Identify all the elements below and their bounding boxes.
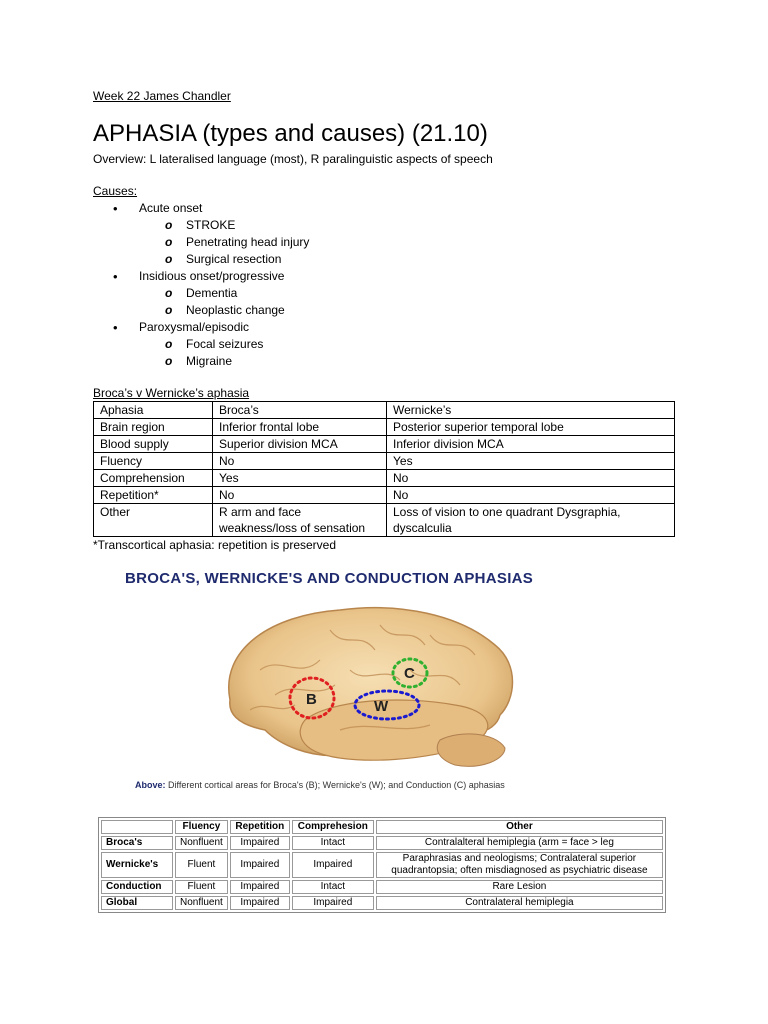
- table-cell: Contralalteral hemiplegia (arm = face > leg: [376, 836, 663, 850]
- conduction-label: C: [404, 665, 415, 682]
- table-cell: Nonfluent: [175, 836, 228, 850]
- table-cell: Brain region: [94, 419, 213, 436]
- table-cell: Intact: [292, 880, 374, 894]
- figure-caption-lead: Above:: [135, 780, 166, 790]
- table-cell: Impaired: [230, 880, 290, 894]
- circle-bullet-icon: o: [165, 337, 173, 351]
- circle-bullet-icon: o: [165, 235, 173, 249]
- table-cell: Paraphrasias and neologisms; Contralateral superior quadrantopsia; often misdiagnosed as psychiatric disease: [376, 852, 663, 878]
- table-row: [101, 836, 663, 850]
- table-cell: Broca's: [101, 836, 173, 850]
- table-row: [94, 436, 675, 453]
- table-cell: No: [387, 470, 675, 487]
- table-cell: Broca’s: [213, 402, 387, 419]
- table-cell: Impaired: [230, 896, 290, 910]
- table-cell: Wernicke’s: [387, 402, 675, 419]
- table-cell: Inferior division MCA: [387, 436, 675, 453]
- table-row: [101, 880, 663, 894]
- table-header-row: [94, 402, 675, 419]
- table-cell: Conduction: [101, 880, 173, 894]
- figure-title: BROCA'S, WERNICKE'S AND CONDUCTION APHASIAS: [125, 570, 534, 587]
- table-cell: Posterior superior temporal lobe: [387, 419, 675, 436]
- table-cell: Inferior frontal lobe: [213, 419, 387, 436]
- table-header-cell: [101, 820, 173, 834]
- table-cell: Fluency: [94, 453, 213, 470]
- document-page: Week 22 James Chandler APHASIA (types and causes) (21.10) Overview: L lateralised language (most), R paralinguistic aspects of speech Causes: • Acute onset o STROKE o Penetrating head injury o Surgical resection • Insidious onset/progressive o Dementia o Neoplastic change • Paroxysmal/episodic o Focal seizures o Migraine Broca’s v Wernicke’s aphasia Aphasia Broca’s Wernicke’s Brain region Inferior frontal lobe Posterior superior temporal lobe Blood supply Superior division MCA Inferior division MCA Fluency No Yes Comprehension Yes No Repetition* No No Other R arm and face weakness/loss of sensation Loss of vision to one quadrant Dysgraphia, dyscalculia *Transcortical aphasia: repetition is preserved B W C BROCA'S, WERNICKE'S AND CONDUCTION APHASIAS Above: Different cortical areas for Broca's (B); Wernicke's (W); and Conduction (C) aphasias Fluency Repetition Comprehesion Other Broca's Nonfluent Impaired Intact Contralalteral hemiplegia (arm = face > leg Wernicke's Fluent Impaired Impaired Paraphrasias and neologisms; Contralateral superior quadrantopsia; often misdiagnosed as psychiatric disease Conduction Fluent Impaired Intact Rare Lesion Global Nonfluent Impaired Impaired Contralateral hemiplegia: [0, 0, 768, 1024]
- causes-heading: Causes:: [93, 184, 138, 198]
- table-row: [94, 504, 675, 537]
- table-cell: Superior division MCA: [213, 436, 387, 453]
- table-footnote: *Transcortical aphasia: repetition is preserved: [93, 538, 337, 552]
- table-row: [94, 453, 675, 470]
- table-cell: Rare Lesion: [376, 880, 663, 894]
- comparison-table-caption: Broca’s v Wernicke’s aphasia: [93, 386, 250, 400]
- table-cell: Fluent: [175, 852, 228, 878]
- table-cell: Global: [101, 896, 173, 910]
- table-cell: Nonfluent: [175, 896, 228, 910]
- table-cell: Impaired: [230, 852, 290, 878]
- table-cell: No: [213, 487, 387, 504]
- table-header-cell: Fluency: [175, 820, 228, 834]
- table-cell: Impaired: [292, 852, 374, 878]
- circle-bullet-icon: o: [165, 354, 173, 368]
- table-row: [101, 852, 663, 878]
- table-row: [101, 896, 663, 910]
- table-header-cell: Other: [376, 820, 663, 834]
- table-row: [94, 419, 675, 436]
- table-cell: Intact: [292, 836, 374, 850]
- table-cell: No: [387, 487, 675, 504]
- table-cell: Blood supply: [94, 436, 213, 453]
- overview-text: Overview: L lateralised language (most), R paralinguistic aspects of speech: [93, 152, 493, 166]
- table-header-cell: Comprehesion: [292, 820, 374, 834]
- circle-bullet-icon: o: [165, 303, 173, 317]
- table-cell: Fluent: [175, 880, 228, 894]
- circle-bullet-icon: o: [165, 252, 173, 266]
- table-cell: Wernicke's: [101, 852, 173, 878]
- figure-caption: [135, 780, 505, 790]
- table-header-cell: Repetition: [230, 820, 290, 834]
- table-cell: Comprehension: [94, 470, 213, 487]
- aphasia-summary-table: [98, 817, 666, 913]
- table-cell: Impaired: [230, 836, 290, 850]
- bullet-icon: •: [113, 201, 118, 216]
- bullet-icon: •: [113, 269, 118, 284]
- table-cell: Impaired: [292, 896, 374, 910]
- document-header: Week 22 James Chandler: [93, 89, 231, 103]
- circle-bullet-icon: o: [165, 286, 173, 300]
- table-cell: No: [213, 453, 387, 470]
- table-header-row: [101, 820, 663, 834]
- table-cell: Loss of vision to one quadrant Dysgraphia, dyscalculia: [387, 504, 675, 537]
- table-cell: Yes: [213, 470, 387, 487]
- table-cell: Repetition*: [94, 487, 213, 504]
- table-row: [94, 487, 675, 504]
- figure-caption-text: Different cortical areas for Broca's (B); Wernicke's (W); and Conduction (C) aphasias: [168, 780, 505, 790]
- brain-illustration: [100, 560, 670, 800]
- page-title: APHASIA (types and causes) (21.10): [93, 120, 488, 147]
- table-cell: Contralateral hemiplegia: [376, 896, 663, 910]
- cerebellum-shape: [437, 734, 505, 766]
- table-row: [94, 470, 675, 487]
- table-cell: R arm and face weakness/loss of sensation: [213, 504, 387, 537]
- bullet-icon: •: [113, 320, 118, 335]
- table-cell: Other: [94, 504, 213, 537]
- comparison-table: [93, 401, 675, 537]
- table-cell: Aphasia: [94, 402, 213, 419]
- table-cell: Yes: [387, 453, 675, 470]
- brain-figure: [100, 560, 670, 800]
- circle-bullet-icon: o: [165, 218, 173, 232]
- broca-label: B: [306, 691, 317, 708]
- wernicke-label: W: [374, 698, 389, 715]
